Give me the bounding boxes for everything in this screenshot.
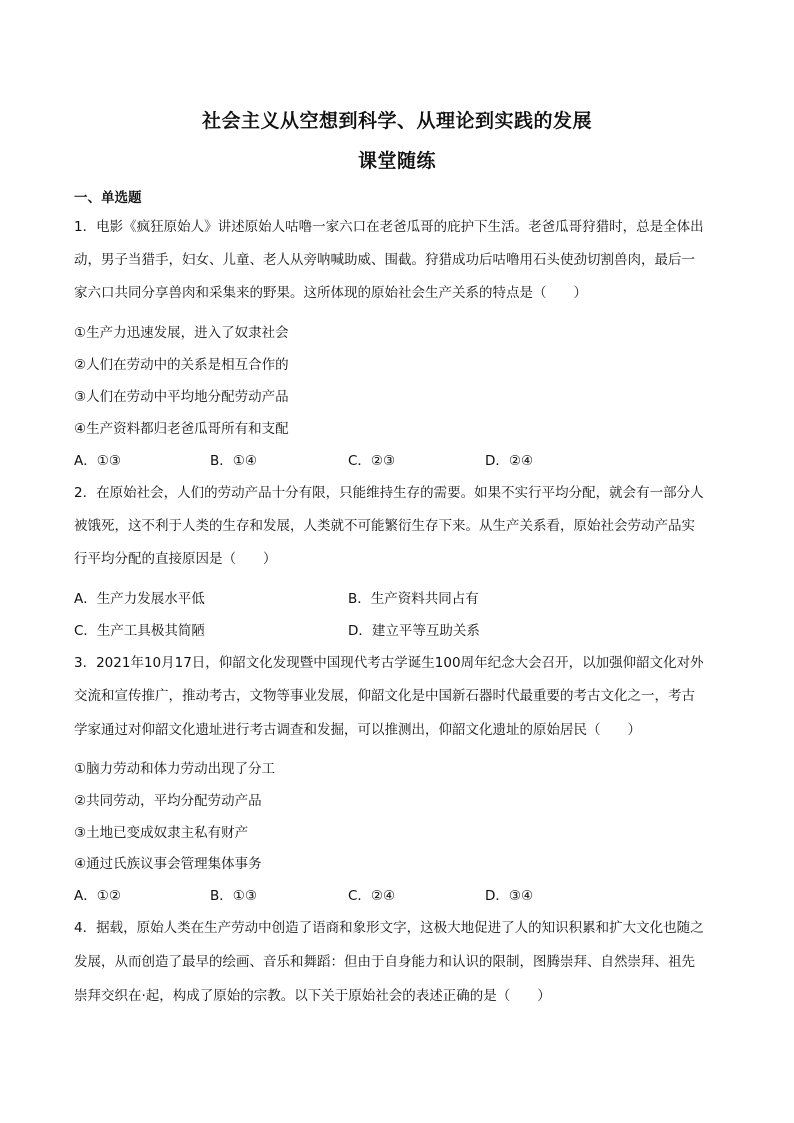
document-subtitle: 课堂随练 — [357, 150, 436, 172]
question-3-line-1: 3．2021年10月17日，仰韶文化发现暨中国现代考古学诞生100周年纪念大会召开，以加强仰韶文化对外 — [74, 655, 704, 671]
question-3-item-1: ①脑力劳动和体力劳动出现了分工 — [74, 761, 276, 777]
question-1-item-2: ②人们在劳动中的关系是相互合作的 — [74, 357, 289, 373]
question-2-option-b: B．生产资料共同占有 — [348, 591, 479, 607]
question-3-item-3: ③土地已变成奴隶主私有财产 — [74, 825, 249, 841]
question-1-option-b: B．①④ — [210, 453, 257, 469]
section-heading: 一、单选题 — [74, 190, 142, 206]
question-3-option-d: D．③④ — [485, 888, 534, 904]
question-3-item-2: ②共同劳动，平均分配劳动产品 — [74, 793, 262, 809]
question-1-option-c: C．②③ — [348, 453, 396, 469]
question-2-option-a: A．生产力发展水平低 — [74, 591, 205, 607]
question-2-line-2: 被饿死，这不利于人类的生存和发展，人类就不可能繁衍生存下来。从生产关系看，原始社会劳动产品实 — [74, 518, 695, 534]
question-2-option-d: D．建立平等互助关系 — [348, 623, 480, 639]
question-1-option-a: A．①③ — [74, 453, 121, 469]
question-2-line-1: 2．在原始社会，人们的劳动产品十分有限，只能维持生存的需要。如果不实行平均分配，就会有一部分人 — [74, 485, 704, 501]
question-2-option-c: C．生产工具极其简陋 — [74, 623, 205, 639]
question-1-line-3: 家六口共同分享兽肉和采集来的野果。这所体现的原始社会生产关系的特点是（ ） — [74, 285, 587, 301]
question-1-item-4: ④生产资料都归老爸瓜哥所有和支配 — [74, 421, 289, 437]
question-4-line-2: 发展，从而创造了最早的绘画、音乐和舞蹈：但由于自身能力和认识的限制，图腾崇拜、自然崇拜、祖先 — [74, 954, 695, 970]
question-1-item-3: ③人们在劳动中平均地分配劳动产品 — [74, 389, 289, 405]
question-3-option-c: C．②④ — [348, 888, 396, 904]
question-3-item-4: ④通过氏族议事会管理集体事务 — [74, 856, 262, 872]
question-3-option-b: B．①③ — [210, 888, 257, 904]
question-4-line-3: 崇拜交织在·起，构成了原始的宗教。以下关于原始社会的表述正确的是（ ） — [74, 988, 551, 1004]
question-1-item-1: ①生产力迅速发展，进入了奴隶社会 — [74, 325, 289, 341]
document-title: 社会主义从空想到科学、从理论到实践的发展 — [201, 110, 592, 132]
question-3-option-a: A．①② — [74, 888, 121, 904]
question-3-line-3: 学家通过对仰韶文化遗址进行考古调查和发掘，可以推测出，仰韶文化遗址的原始居民（ ） — [74, 722, 641, 738]
question-1-option-d: D．②④ — [485, 453, 534, 469]
question-2-line-3: 行平均分配的直接原因是（ ） — [74, 551, 277, 567]
question-1-line-1: 1．电影《疯狂原始人》讲述原始人咕噜一家六口在老爸瓜哥的庇护下生活。老爸瓜哥狩猎时，总是全体出 — [74, 219, 704, 235]
question-1-line-2: 动，男子当猎手，妇女、儿童、老人从旁呐喊助威、围截。狩猎成功后咕噜用石头使劲切割兽肉，最后一 — [74, 252, 695, 268]
question-4-line-1: 4．据载，原始人类在生产劳动中创造了语商和象形文字，这极大地促进了人的知识积累和扩大文化也随之 — [74, 920, 704, 936]
question-3-line-2: 交流和宣传推广，推动考古，文物等事业发展，仰韶文化是中国新石器时代最重要的考古文化之一，考古 — [74, 688, 695, 704]
